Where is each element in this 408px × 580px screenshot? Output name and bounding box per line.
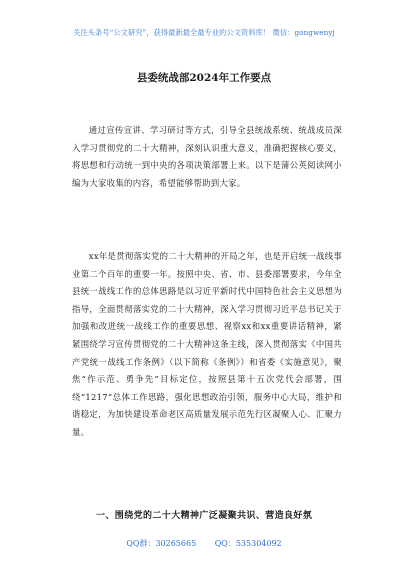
paragraph-intro: 通过宣传宣讲、学习研讨等方式，引导全县统战系统、统战成员深入学习贯彻党的二十大精神，深刻认识重大意义，准确把握核心要义，将思想和行动统一到中央的各项决策部署上来。以下是蒲公英阅读网小编为大家收集的内容，希望能够帮助到大家。 bbox=[72, 125, 342, 188]
footer-qq-group: QQ群：30265665 bbox=[126, 539, 197, 548]
document-title: 县委统战部2024年工作要点 bbox=[136, 72, 272, 84]
section-heading: 一、围绕党的二十大精神广泛凝聚共识、营造良好氛 bbox=[96, 511, 313, 521]
footer-qq: QQ：535304092 bbox=[214, 539, 282, 548]
header-banner: 关注头条号“公文研究”，获得最新最全最专业的公文资料库！ 微信：gongwenyj bbox=[73, 28, 335, 37]
footer-contact bbox=[0, 538, 408, 549]
paragraph-body: xx年是贯彻落实党的二十大精神的开局之年，也是开启统一战线事业第二个百年的重要一年。按照中央、省、市、县委部署要求，今年全县统一战线工作的总体思路是以习近平新时代中国特色社会主义思想为指导，全面贯彻落实党的二十大精神，深入学习贯彻习近平总书记关于加强和改进统一战线工作的重要思想、视察xx和xx重要讲话精神，紧紧围绕学习宣传贯彻党的二十大精神这条主线，深入贯彻落实《中国共产党统一战线工作条例》（以下简称《条例》）和省委《实施意见》，聚焦“作示范、勇争先”目标定位，按照县第十五次党代会部署，围绕“1217”总体工作思路，强化思想政治引领，服务中心大局，维护和谐稳定，为加快建设革命老区高质量发展示范先行区凝聚人心、汇聚力量。 bbox=[72, 251, 342, 437]
